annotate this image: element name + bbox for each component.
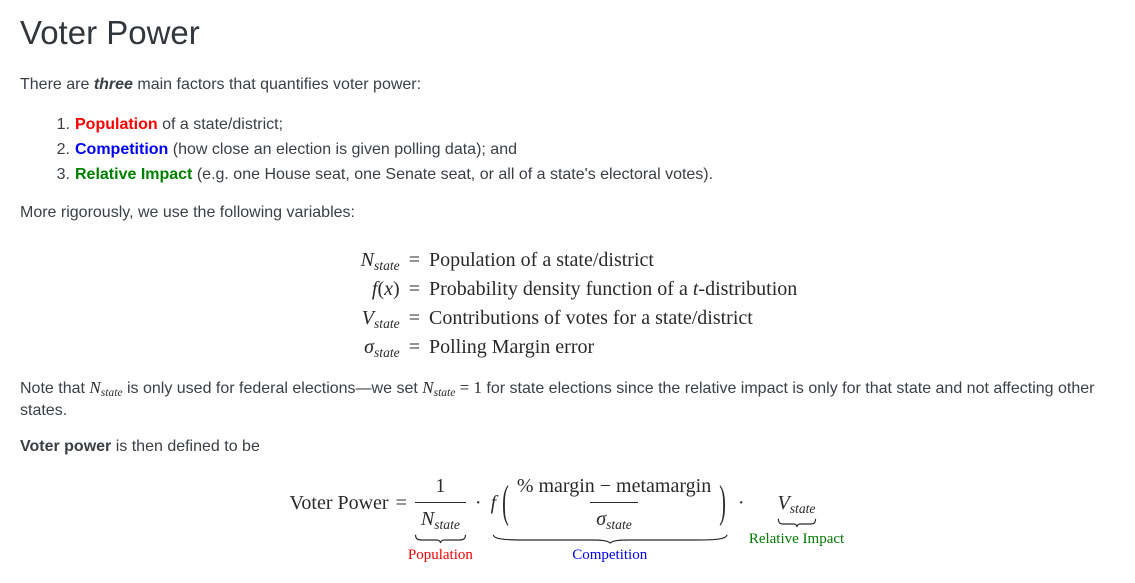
variable-rhs: Probability density function of a t-distribution — [428, 277, 798, 300]
intro-post: main factors that quantifies voter power: — [132, 76, 422, 94]
population-label: Population — [407, 547, 473, 564]
close-paren: ) — [719, 477, 726, 528]
page-title: Voter Power — [20, 14, 200, 51]
voter-power-formula — [290, 472, 846, 583]
variables-equation-block — [338, 246, 798, 362]
multiplication-dot: · — [737, 491, 745, 514]
list-number: 2. — [56, 140, 70, 158]
variable-rhs: Population of a state/district — [428, 248, 654, 271]
competition-fraction: $\frac{\text{\% margin − metamargin}}{\sigma_{state}}$ — [516, 475, 712, 532]
variable-lhs: f(x) — [371, 277, 400, 300]
variable-lhs: $N_{state}$ — [360, 248, 400, 273]
intro-emphasis: three — [93, 76, 133, 94]
formula-lhs: Voter Power = — [289, 491, 407, 514]
variable-rhs: Contributions of votes for a state/district — [428, 306, 753, 329]
relative-impact-term: Relative Impact — [75, 165, 193, 183]
factor-desc: (how close an election is given polling data); and — [168, 140, 517, 158]
underbrace-icon — [491, 534, 729, 543]
variable-lhs: $V_{state}$ — [361, 306, 400, 331]
variable-row-sigma — [338, 333, 798, 362]
equals-sign: = — [408, 335, 420, 358]
intro-paragraph — [20, 74, 1115, 96]
variable-lhs: $\sigma_{state}$ — [364, 335, 400, 360]
function-f: f — [490, 491, 497, 514]
factor-desc: of a state/district; — [157, 115, 284, 133]
factor-item-population — [50, 113, 1115, 136]
note-paragraph: Note that $N_{state}$ is only used for federal elections—we set $N_{state} = 1$ for state elections since the relative impact is only for that state and not affecting other states. — [20, 377, 1095, 420]
list-number: 1. — [56, 115, 70, 133]
relative-impact-label: Relative Impact — [748, 530, 845, 547]
competition-label: Competition — [572, 547, 648, 564]
multiplication-dot: · — [474, 491, 482, 514]
v-state-term: $V_{state}$ — [777, 491, 816, 516]
population-underbrace — [407, 534, 473, 566]
list-number: 3. — [56, 165, 70, 183]
equals-sign: = — [408, 306, 420, 329]
competition-term: Competition — [75, 140, 169, 158]
equals-sign: = — [395, 491, 407, 514]
equals-sign: = — [408, 248, 420, 271]
variable-row-f — [338, 275, 798, 304]
voter-power-bold: Voter power — [20, 437, 112, 455]
inline-math-n-state: $N_{state}$ — [89, 377, 123, 400]
competition-factor — [490, 472, 729, 564]
variables-intro: More rigorously, we use the following variables: — [20, 203, 355, 221]
relative-impact-underbrace — [748, 518, 845, 550]
underbrace-icon — [415, 534, 466, 543]
inline-math-n-state-equals-1: $N_{state} = 1$ — [422, 377, 482, 400]
definition-lead-paragraph: Voter power is then defined to be — [20, 437, 260, 455]
population-fraction: $\frac{1}{N_{state}}$ — [415, 472, 466, 533]
population-term: Population — [75, 115, 158, 133]
factor-desc: (e.g. one House seat, one Senate seat, or all of a state's electoral votes). — [192, 165, 714, 183]
factors-list — [20, 113, 1115, 186]
underbrace-icon — [778, 518, 816, 527]
variable-row-n — [338, 246, 798, 275]
factor-item-relative-impact — [50, 163, 1115, 186]
intro-pre: There are — [20, 76, 94, 94]
variable-row-v — [338, 304, 798, 333]
factor-item-competition — [50, 138, 1115, 161]
population-factor — [407, 472, 473, 564]
open-paren: ( — [502, 477, 509, 528]
equals-sign: = — [408, 277, 420, 300]
competition-underbrace — [491, 534, 729, 566]
variable-rhs: Polling Margin error — [428, 335, 595, 358]
relative-impact-factor — [748, 489, 845, 547]
